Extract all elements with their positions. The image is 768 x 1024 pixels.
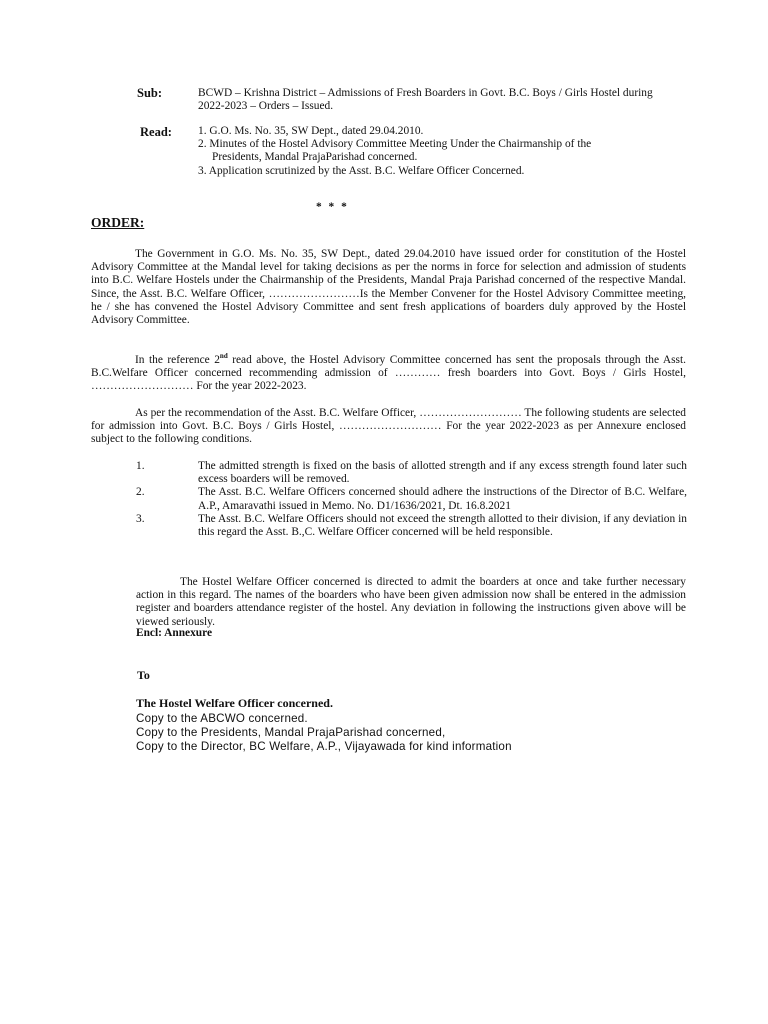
ordinal-superscript: nd — [219, 352, 228, 361]
condition-item — [136, 486, 687, 512]
section-separator: * * * — [316, 201, 349, 213]
order-paragraph-directive: The Hostel Welfare Officer concerned is directed to admit the boarders at once and take further necessary action in this regard. The names of the boarders who have been given admission now shall be entered in the admission register and boarders attendance register of the hostel. Any deviation in following the instructions given above will be viewed seriously. — [136, 576, 686, 628]
condition-text: The Asst. B.C. Welfare Officers concerned should adhere the instructions of the Director of B.C. Welfare, A.P., Amaravathi issued in Memo. No. D1/1636/2021, Dt. 16.8.2021 — [198, 486, 687, 512]
condition-text: The admitted strength is fixed on the basis of allotted strength and if any excess strength found later such excess boarders will be removed. — [198, 460, 687, 486]
copy-to-list — [136, 712, 512, 753]
condition-number: 3. — [136, 512, 145, 525]
copy-to-item: Copy to the ABCWO concerned. — [136, 712, 308, 725]
read-reference-item: 3. Application scrutinized by the Asst. B.C. Welfare Officer Concerned. — [198, 164, 525, 177]
subject-label: Sub: — [137, 86, 163, 100]
copy-to-item: Copy to the Presidents, Mandal PrajaParishad concerned, — [136, 725, 446, 739]
read-reference-item: 2. Minutes of the Hostel Advisory Committee Meeting Under the Chairmanship of the Presidents, Mandal PrajaParishad concerned. — [198, 138, 592, 164]
condition-item — [136, 460, 687, 486]
condition-text: The Asst. B.C. Welfare Officers should not exceed the strength allotted to their division, if any deviation in this regard the Asst. B.,C. Welfare Officer concerned will be held responsible. — [198, 512, 687, 539]
subject-text: BCWD – Krishna District – Admissions of Fresh Boarders in Govt. B.C. Boys / Girls Hostel during 2022-2023 – Orders – Issued. — [198, 87, 653, 113]
addressee: The Hostel Welfare Officer concerned. — [136, 696, 333, 710]
read-references-list — [198, 125, 618, 178]
condition-number: 2. — [136, 486, 145, 499]
enclosure-note: Encl: Annexure — [136, 627, 213, 639]
read-reference-item: 1. G.O. Ms. No. 35, SW Dept., dated 29.04.2010. — [198, 125, 424, 137]
order-paragraph-3: As per the recommendation of the Asst. B.C. Welfare Officer, ……………………… The following students are selected for admission into Govt. B.C. Boys / Girls Hostel, ……………………… For the year 2022-2023 as per Annexure enclosed subject to the following conditions. — [91, 407, 686, 446]
condition-number: 1. — [136, 460, 145, 472]
conditions-list — [136, 460, 687, 539]
copy-to-item: Copy to the Director, BC Welfare, A.P., Vijayawada for kind information — [136, 739, 512, 753]
paragraph-2-rest: read above, the Hostel Advisory Committee concerned has sent the proposals through the Asst. B.C.Welfare Officer concerned recommending admission of ………… fresh boarders into Govt. Boys / Girls Hostel, ……………………… For the year 2022-2023. — [91, 354, 686, 393]
read-label: Read: — [140, 125, 172, 139]
order-heading: ORDER: — [91, 215, 145, 230]
to-label: To — [137, 668, 150, 682]
paragraph-2-lead: In the reference 2 — [135, 354, 220, 366]
condition-item — [136, 513, 687, 539]
order-paragraph-1: The Government in G.O. Ms. No. 35, SW Dept., dated 29.04.2010 have issued order for constitution of the Hostel Advisory Committee at the Mandal level for taking decisions as per the norms in force for selection and admission of students into B.C. Welfare Hostels under the Chairmanship of the Presidents, Mandal Praja Parishad concerned of the respective Mandal. Since, the Asst. B.C. Welfare Officer, ……………………Is the Member Convener for the Hostel Advisory Committee meeting, he / she has convened the Hostel Advisory Committee and sent fresh applications of boarders duly approved by the Hostel Advisory Committee. — [91, 248, 686, 327]
order-paragraph-2 — [91, 354, 686, 394]
